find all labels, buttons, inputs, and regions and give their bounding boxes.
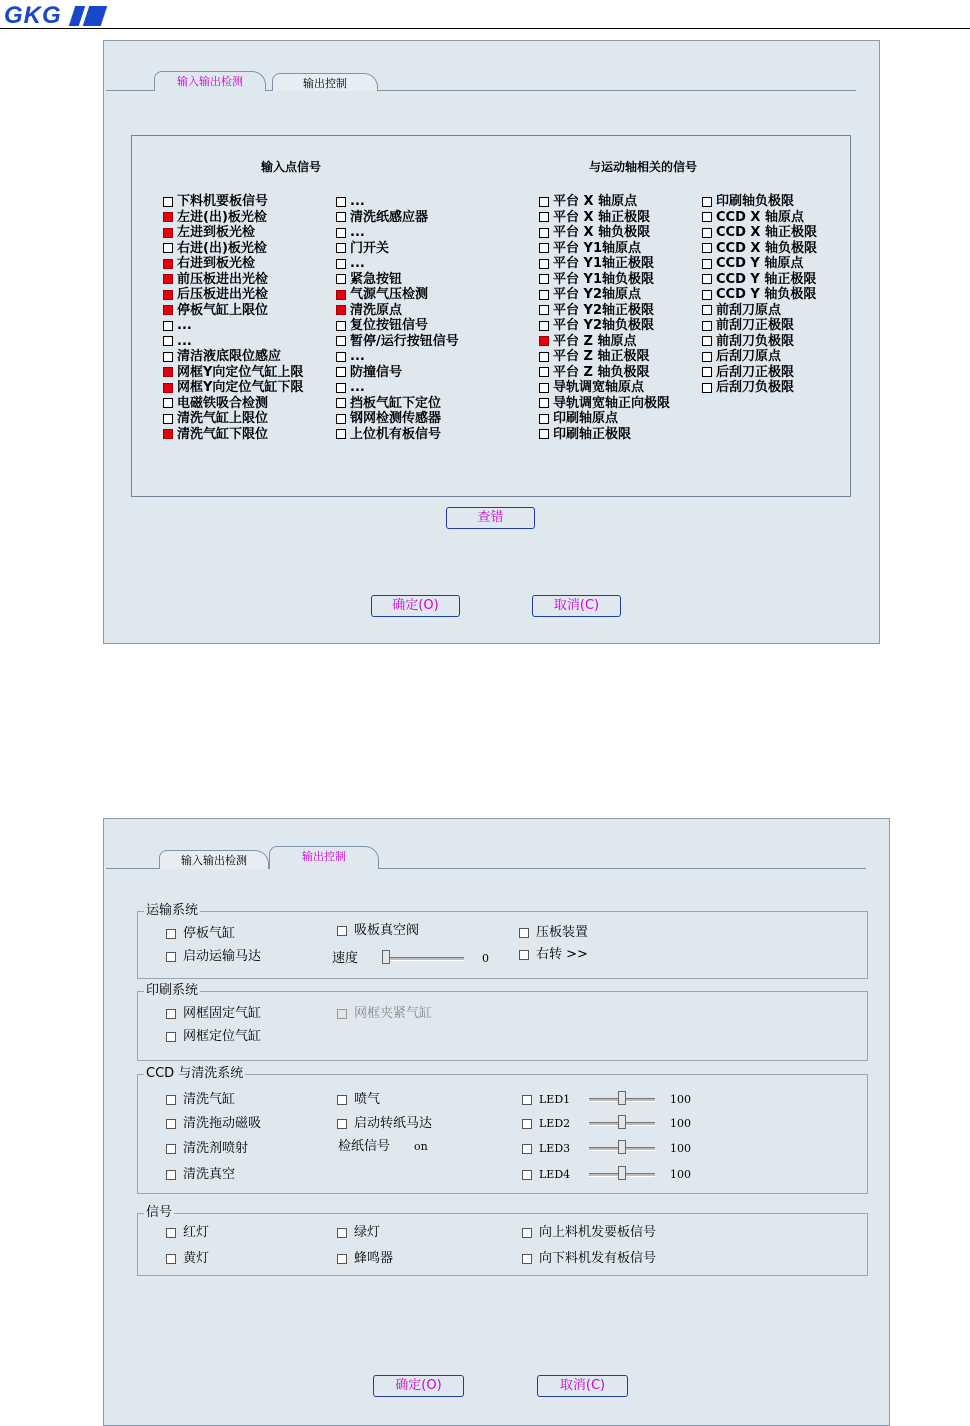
signal-indicator [336,396,441,411]
signal-indicator [163,380,303,395]
signal-indicator [539,210,650,225]
tab-output-control[interactable]: 输出控制 [272,73,378,91]
transport-system-legend: 运输系统 [146,903,199,918]
signal-off-indicator [336,367,346,377]
logo-text: GKG [4,2,62,29]
ccd-clean-system-legend: CCD 与清洗系统 [146,1066,244,1081]
checkbox-box [337,1009,347,1019]
signal-label: 气源气压检测 [350,287,429,302]
signal-indicator [539,303,654,318]
signal-off-indicator [539,367,549,377]
signal-indicator [702,318,794,333]
signal-indicator [163,396,268,411]
signal-label: 前压板进出光检 [177,271,269,287]
signal-indicator [539,365,649,380]
signal-indicator [336,365,402,380]
signal-off-indicator [539,274,549,284]
signal-indicator [336,256,365,271]
signal-label: 清洗纸感应器 [350,209,429,225]
signal-indicator [336,427,441,442]
cancel-button[interactable]: 取消(C) [537,1375,628,1397]
signal-label: ... [350,194,365,209]
checkbox-box[interactable] [166,1032,176,1042]
signal-indicator [702,272,816,287]
signal-label: 复位按钮信号 [350,318,429,333]
cancel-button[interactable]: 取消(C) [532,595,621,617]
led-value: 100 [670,1142,691,1155]
signal-off-indicator [539,429,549,439]
press-device-checkbox[interactable] [519,925,588,940]
led-label: LED4 [539,1168,571,1181]
signal-label: 平台 Y2轴负极限 [553,318,654,333]
signal-label: 紧急按钮 [350,271,403,287]
signal-on-indicator [163,274,173,284]
led-label: LED3 [539,1142,571,1155]
signal-indicator [539,194,637,209]
stop-cylinder-label: 停板气缸 [183,926,236,941]
signal-indicator [163,303,268,318]
clean-cylinder-checkbox[interactable] [166,1092,235,1107]
speed-label: 速度 [332,951,359,966]
checkbox-box[interactable] [337,1119,347,1129]
signal-label: 暂停/运行按钮信号 [350,333,459,349]
signal-indicator [702,303,781,318]
vacuum-valve-checkbox[interactable] [337,923,419,938]
signal-indicator [336,318,428,333]
signal-indicator [539,272,654,287]
signal-indicator [163,318,192,333]
clean-cylinder-label: 清洗气缸 [183,1092,236,1107]
frame-position-cylinder-label: 网框定位气缸 [183,1029,262,1044]
signal-label: 平台 X 轴负极限 [553,225,651,240]
signal-label: 右进到板光检 [177,256,256,271]
checkbox-box[interactable] [166,1119,176,1129]
checkbox-box[interactable] [166,1228,176,1238]
signal-on-indicator [163,259,173,269]
turn-right-label: 右转 >> [536,947,588,962]
signal-off-indicator [336,321,346,331]
signal-off-indicator [539,321,549,331]
signal-label: CCD X 轴正极限 [716,225,817,240]
signal-on-indicator [163,383,173,393]
tab-output-control[interactable]: 输出控制 [269,846,379,869]
check-error-button[interactable]: 查错 [446,507,535,529]
output-control-dialog [103,818,890,1426]
signal-label: 清洗原点 [350,302,403,318]
loader-request-signal-label: 向上料机发要板信号 [539,1225,657,1240]
checkbox-box[interactable] [522,1095,532,1105]
signal-on-indicator [163,212,173,222]
signal-off-indicator [336,259,346,269]
signal-indicator [539,241,641,256]
signal-indicator [163,334,192,349]
signal-indicator [539,427,631,442]
signal-label: 清洗气缸上限位 [177,411,269,426]
signal-indicator [702,349,781,364]
led-slider-thumb[interactable] [618,1140,626,1154]
signal-off-indicator [539,212,549,222]
signal-indicator [336,334,459,349]
frame-clamp-cylinder-checkbox [337,1006,432,1021]
io-detect-dialog [103,40,880,644]
checkbox-box[interactable] [166,1095,176,1105]
signal-off-indicator [702,243,712,253]
frame-fix-cylinder-label: 网框固定气缸 [183,1006,262,1021]
signal-off-indicator [163,321,173,331]
signal-off-indicator [539,352,549,362]
signal-off-indicator [336,228,346,238]
loader-request-signal-checkbox[interactable] [522,1225,656,1240]
checkbox-box[interactable] [522,1119,532,1129]
signal-on-indicator [163,290,173,300]
clean-vacuum-label: 清洗真空 [183,1167,236,1182]
checkbox-box[interactable] [166,952,176,962]
signal-label: 平台 Y1轴正极限 [553,256,654,271]
checkbox-box[interactable] [166,1009,176,1019]
signal-indicator [539,334,636,349]
signal-off-indicator [702,274,712,284]
signal-label: 清洁液底限位感应 [177,349,282,364]
led-value: 100 [670,1168,691,1181]
signal-off-indicator [163,352,173,362]
signal-label: 清洗气缸下限位 [177,426,269,442]
stop-cylinder-checkbox[interactable] [166,926,235,941]
signal-label: 左进(出)板光检 [177,209,267,225]
signal-off-indicator [336,383,346,393]
signal-label: 网框Y向定位气缸上限 [177,364,304,380]
led-value: 100 [670,1117,691,1130]
green-light-checkbox[interactable] [337,1225,380,1240]
signal-indicator [163,349,281,364]
checkbox-box[interactable] [166,1144,176,1154]
signal-label: 后压板进出光检 [177,287,269,302]
signal-indicator [702,334,794,349]
signal-indicator [163,427,268,442]
signal-indicator [702,241,817,256]
checkbox-box[interactable] [522,1254,532,1264]
signal-indicator [336,287,428,302]
press-device-label: 压板装置 [536,925,589,940]
speed-slider-thumb[interactable] [382,950,390,964]
led-label: LED2 [539,1117,571,1130]
frame-position-cylinder-checkbox[interactable] [166,1029,261,1044]
signal-indicator [163,194,268,209]
signal-off-indicator [539,243,549,253]
signal-indicator [163,411,268,426]
signal-label: 后刮刀负极限 [716,380,795,395]
signal-label: 门开关 [350,240,390,256]
led-checkbox[interactable] [522,1116,570,1131]
frame-clamp-cylinder-label: 网框夹紧气缸 [354,1006,433,1021]
transport-system-group [137,911,868,979]
signal-indicator [702,256,803,271]
signal-label: 挡板气缸下定位 [350,395,442,411]
signal-label: 平台 X 轴原点 [553,194,638,209]
print-system-group [137,991,868,1061]
signal-indicator [539,287,641,302]
checkbox-box[interactable] [166,1170,176,1180]
signal-label: 前刮刀原点 [716,302,782,318]
signal-label: 印刷轴负极限 [716,194,795,209]
signal-off-indicator [163,336,173,346]
signal-off-indicator [539,398,549,408]
signal-indicator [702,365,794,380]
start-paper-motor-label: 启动转纸马达 [354,1116,433,1131]
signal-off-indicator [702,321,712,331]
signal-label: CCD Y 轴原点 [716,256,804,271]
led-checkbox[interactable] [522,1092,570,1107]
checkbox-box[interactable] [166,1254,176,1264]
signal-label: 右进(出)板光检 [177,240,267,256]
led-label: LED1 [539,1093,571,1106]
signal-label: 平台 X 轴正极限 [553,209,651,225]
signal-indicator [163,287,268,302]
clean-drag-magnet-label: 清洗拖动磁吸 [183,1116,262,1131]
tab-io-detect[interactable]: 输入输出检测 [154,71,266,91]
signal-off-indicator [336,414,346,424]
signal-label: 前刮刀正极限 [716,318,795,333]
signal-off-indicator [539,228,549,238]
signal-indicator [336,194,365,209]
speed-slider-track[interactable] [382,957,464,961]
signal-off-indicator [702,212,712,222]
paper-signal-value: on [414,1140,428,1153]
signal-label: 网框Y向定位气缸下限 [177,380,304,395]
signal-indicator [336,241,389,256]
signal-label: 后刮刀原点 [716,349,782,364]
signal-indicator [702,194,794,209]
signal-indicator [539,349,649,364]
checkbox-box[interactable] [166,929,176,939]
led-slider-thumb[interactable] [618,1166,626,1180]
signal-off-indicator [702,305,712,315]
buzzer-checkbox[interactable] [337,1251,393,1266]
signal-off-indicator [336,212,346,222]
unloader-board-signal-checkbox[interactable] [522,1251,656,1266]
checkbox-box[interactable] [337,1095,347,1105]
signal-off-indicator [336,336,346,346]
vacuum-valve-label: 吸板真空阀 [354,923,420,938]
signal-label: ... [350,256,365,271]
signal-indicator [539,225,650,240]
signal-label: 钢网检测传感器 [350,411,442,426]
print-system-legend: 印刷系统 [146,983,199,998]
checkbox-box[interactable] [337,926,347,936]
signal-off-indicator [539,259,549,269]
signal-indicator [336,380,365,395]
signal-label: 导轨调宽轴原点 [553,380,645,395]
signal-off-indicator [539,383,549,393]
signal-label: 平台 Y2轴正极限 [553,302,654,318]
signal-label: 导轨调宽轴正向极限 [553,395,671,411]
signal-label: CCD X 轴负极限 [716,240,817,256]
signal-label: ... [350,349,365,364]
signal-on-indicator [539,336,549,346]
signal-label: 电磁铁吸合检测 [177,395,269,411]
signal-indicator [163,272,268,287]
signal-label: 平台 Y2轴原点 [553,287,641,302]
yellow-light-label: 黄灯 [183,1251,210,1266]
signal-label: ... [350,225,365,240]
signal-off-indicator [336,352,346,362]
checkbox-box[interactable] [522,1144,532,1154]
signal-label: 前刮刀负极限 [716,333,795,349]
signal-indicator [163,225,255,240]
signal-off-indicator [336,243,346,253]
tab-io-detect[interactable]: 输入输出检测 [159,850,269,869]
ok-button[interactable]: 确定(O) [371,595,460,617]
signal-indicator [539,318,654,333]
signal-indicator [702,287,816,302]
unloader-board-signal-label: 向下料机发有板信号 [539,1251,657,1266]
red-light-label: 红灯 [183,1225,210,1240]
signal-label: 平台 Z 轴原点 [553,333,637,349]
signal-indicator [539,411,618,426]
signal-off-indicator [539,197,549,207]
signal-indicator [539,380,644,395]
led-checkbox[interactable] [522,1141,570,1156]
signal-on-indicator [163,367,173,377]
signal-label: CCD X 轴原点 [716,209,804,225]
heading-axis-signals: 与运动轴相关的信号 [589,160,698,174]
signal-indicator [702,210,804,225]
logo-mark-icon [68,6,106,26]
signal-off-indicator [539,305,549,315]
signal-indicator [163,210,267,225]
gkg-logo [4,2,106,30]
frame-fix-cylinder-checkbox[interactable] [166,1006,261,1021]
checkbox-box[interactable] [337,1254,347,1264]
signal-off-indicator [163,243,173,253]
start-paper-motor-checkbox[interactable] [337,1116,432,1131]
signal-indicator [702,380,794,395]
signal-indicator [163,256,255,271]
signal-label: CCD Y 轴正极限 [716,271,817,287]
checkbox-box[interactable] [522,1170,532,1180]
signal-label: 后刮刀正极限 [716,364,795,380]
checkbox-box[interactable] [519,950,529,960]
signal-off-indicator [539,414,549,424]
signal-off-indicator [702,383,712,393]
signal-label: ... [350,380,365,395]
signal-legend: 信号 [146,1205,173,1220]
signal-indicator [336,303,402,318]
led-slider-thumb[interactable] [618,1091,626,1105]
signal-label: 停板气缸上限位 [177,302,269,318]
signal-indicator [336,272,402,287]
signal-indicator [336,225,365,240]
signal-off-indicator [163,398,173,408]
turn-right-checkbox[interactable] [519,947,588,962]
signal-off-indicator [702,336,712,346]
signal-on-indicator [336,305,346,315]
signal-off-indicator [702,228,712,238]
signal-off-indicator [702,352,712,362]
signal-off-indicator [702,197,712,207]
clean-vacuum-checkbox[interactable] [166,1167,235,1182]
signal-group [137,1213,868,1276]
signal-off-indicator [336,429,346,439]
signal-label: ... [177,333,192,349]
clean-drag-magnet-checkbox[interactable] [166,1116,261,1131]
signal-off-indicator [336,398,346,408]
checkbox-box[interactable] [337,1228,347,1238]
cleaner-spray-label: 清洗剂喷射 [183,1141,249,1156]
start-transport-motor-label: 启动运输马达 [183,949,262,964]
signal-label: 防撞信号 [350,364,403,380]
signal-indicator [336,349,365,364]
speed-value: 0 [482,952,489,965]
buzzer-label: 蜂鸣器 [354,1251,394,1266]
signal-label: 上位机有板信号 [350,426,442,442]
signal-indicator [539,256,654,271]
signal-off-indicator [539,290,549,300]
signal-label: 平台 Z 轴负极限 [553,364,650,380]
led-checkbox[interactable] [522,1167,570,1182]
signal-label: 下料机要板信号 [177,194,269,209]
signal-off-indicator [163,414,173,424]
ok-button[interactable]: 确定(O) [373,1375,464,1397]
checkbox-box[interactable] [522,1228,532,1238]
led-slider-thumb[interactable] [618,1115,626,1129]
signal-label: 印刷轴正极限 [553,426,632,442]
signal-label: 平台 Y1轴负极限 [553,271,654,287]
signal-indicator [539,396,670,411]
signal-label: ... [177,318,192,333]
signal-indicator [163,241,267,256]
signal-off-indicator [702,290,712,300]
ccd-clean-system-group [137,1074,868,1194]
signal-off-indicator [336,274,346,284]
header-rule [0,28,970,29]
cleaner-spray-checkbox[interactable] [166,1141,248,1156]
signal-on-indicator [336,290,346,300]
signal-on-indicator [163,305,173,315]
red-light-checkbox[interactable] [166,1225,209,1240]
signal-off-indicator [336,197,346,207]
paper-signal-label: 检纸信号 [338,1139,391,1154]
signal-label: CCD Y 轴负极限 [716,287,817,302]
checkbox-box[interactable] [519,928,529,938]
signal-indicator [336,411,441,426]
led-value: 100 [670,1093,691,1106]
signal-on-indicator [163,228,173,238]
heading-input-signals: 输入点信号 [261,160,322,174]
green-light-label: 绿灯 [354,1225,381,1240]
signal-on-indicator [163,429,173,439]
blow-label: 喷气 [354,1092,381,1107]
signal-indicator [336,210,428,225]
signal-indicator [163,365,303,380]
signal-off-indicator [702,367,712,377]
blow-checkbox[interactable] [337,1092,380,1107]
yellow-light-checkbox[interactable] [166,1251,209,1266]
signal-off-indicator [163,197,173,207]
signal-indicator [702,225,817,240]
signal-label: 印刷轴原点 [553,411,619,426]
signal-label: 平台 Z 轴正极限 [553,349,650,364]
signal-off-indicator [702,259,712,269]
signal-label: 平台 Y1轴原点 [553,240,641,256]
start-transport-motor-checkbox[interactable] [166,949,261,964]
signal-label: 左进到板光检 [177,225,256,240]
